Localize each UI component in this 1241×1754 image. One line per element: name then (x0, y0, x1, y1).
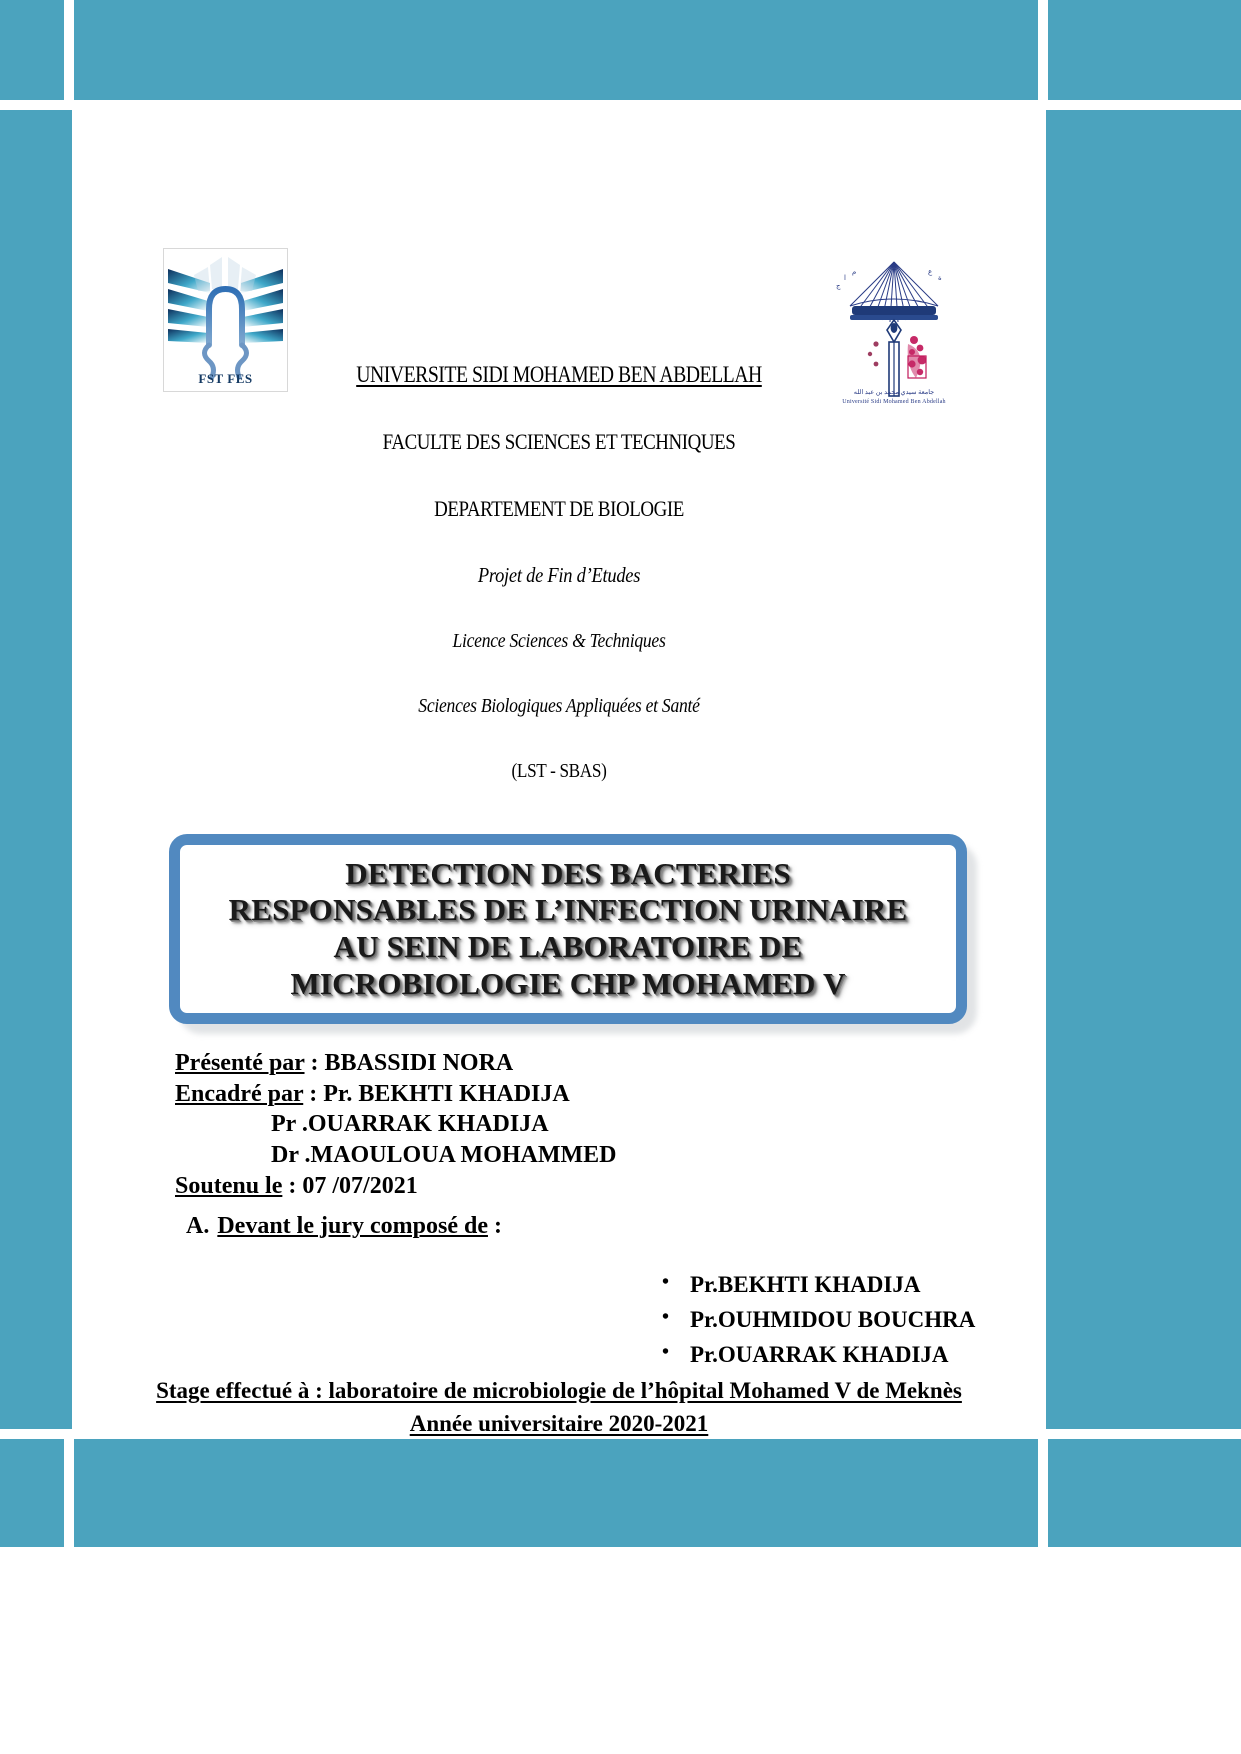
frame-band-right (1046, 108, 1241, 1437)
submission-details (175, 1048, 975, 1202)
jury-member-item: • Pr.OUARRAK KHADIJA (690, 1338, 975, 1373)
academic-year: Année universitaire 2020-2021 (409, 1410, 709, 1436)
defence-date-row (175, 1171, 975, 1202)
frame-band-top-left (0, 0, 72, 108)
frame-gap-bottom-left (64, 1437, 74, 1547)
jury-heading-separator: : (487, 1213, 502, 1239)
svg-text:ة: ة (938, 274, 942, 282)
page-bottom-white-area (0, 1547, 1241, 1754)
fst-fes-logo-caption: FST FES (198, 371, 253, 386)
degree-name: Licence Sciences & Techniques (452, 630, 666, 652)
usmba-seal-caption-arabic: جامعة سيدي محمد بن عبد الله (853, 389, 935, 397)
supervisor-name-3: Dr .MAOULOUA MOHAMMED (271, 1142, 617, 1169)
university-name: UNIVERSITE SIDI MOHAMED BEN ABDELLAH (356, 362, 762, 387)
supervisor-row-2 (175, 1109, 975, 1140)
internship-location: Stage effectué à : laboratoire de microbiologie de l’hôpital Mohamed V de Meknès (156, 1378, 962, 1403)
usmba-seal-caption-french: Université Sidi Mohamed Ben Abdellah (842, 398, 946, 405)
thesis-title-box (169, 834, 967, 1024)
presented-by-label: Présenté par (175, 1050, 305, 1076)
presented-by-separator: : (304, 1050, 325, 1076)
frame-band-top-right (1046, 0, 1241, 108)
presented-by-value: BBASSIDI NORA (324, 1050, 514, 1076)
svg-text:ع: ع (928, 268, 933, 276)
thesis-title-line-1: DETECTION DES BACTERIES (345, 855, 791, 891)
supervisor-name-1: Pr. BEKHTI KHADIJA (323, 1080, 570, 1107)
project-type: Projet de Fin d’Etudes (477, 563, 641, 587)
degree-abbreviation: (LST - SBAS) (511, 760, 607, 782)
frame-band-bottom-left (0, 1437, 72, 1547)
thesis-title-line-4: MICROBIOLOGIE CHP MOHAMED V (290, 965, 846, 1001)
frame-band-left (0, 108, 72, 1437)
jury-members-list (662, 1268, 975, 1373)
presented-by-row (175, 1048, 975, 1079)
thesis-title-line-3: AU SEIN DE LABORATOIRE DE (333, 929, 803, 964)
svg-text:ا: ا (844, 274, 846, 282)
supervised-by-row (175, 1079, 975, 1110)
supervisor-row-3 (175, 1140, 975, 1171)
institution-header (72, 363, 1046, 781)
frame-band-bottom-right (1046, 1437, 1241, 1547)
defence-date-label: Soutenu le (175, 1172, 283, 1199)
supervised-by-separator: : (303, 1080, 324, 1107)
frame-band-bottom-middle (72, 1437, 1046, 1547)
defence-date-separator: : (282, 1172, 303, 1199)
page-footer (72, 1376, 1046, 1439)
document-page (72, 108, 1046, 1437)
jury-member-item: • Pr.BEKHTI KHADIJA (690, 1268, 975, 1303)
supervised-by-label: Encadré par (175, 1080, 304, 1107)
jury-heading (186, 1213, 502, 1240)
title-box-border (169, 834, 967, 1024)
thesis-title-line-2: RESPONSABLES DE L’INFECTION URINAIRE (228, 892, 908, 928)
jury-member-item: • Pr.OUHMIDOU BOUCHRA (690, 1303, 975, 1338)
supervisor-name-2: Pr .OUARRAK KHADIJA (271, 1111, 549, 1138)
frame-gap-top-left (64, 0, 74, 108)
frame-gap-top-right (1038, 0, 1048, 108)
jury-heading-letter: A. (186, 1213, 210, 1239)
svg-text:ج: ج (836, 282, 841, 290)
thesis-title (221, 856, 916, 1002)
department-name: DEPARTEMENT DE BIOLOGIE (434, 496, 684, 521)
faculty-name: FACULTE DES SCIENCES ET TECHNIQUES (382, 429, 736, 454)
jury-heading-text: Devant le jury composé de (217, 1213, 488, 1239)
frame-gap-bottom-right (1038, 1437, 1048, 1547)
defence-date-value: 07 /07/2021 (302, 1172, 418, 1199)
svg-text:م: م (852, 268, 857, 276)
frame-band-top-middle (72, 0, 1046, 108)
specialty-name: Sciences Biologiques Appliquées et Santé (418, 695, 700, 717)
